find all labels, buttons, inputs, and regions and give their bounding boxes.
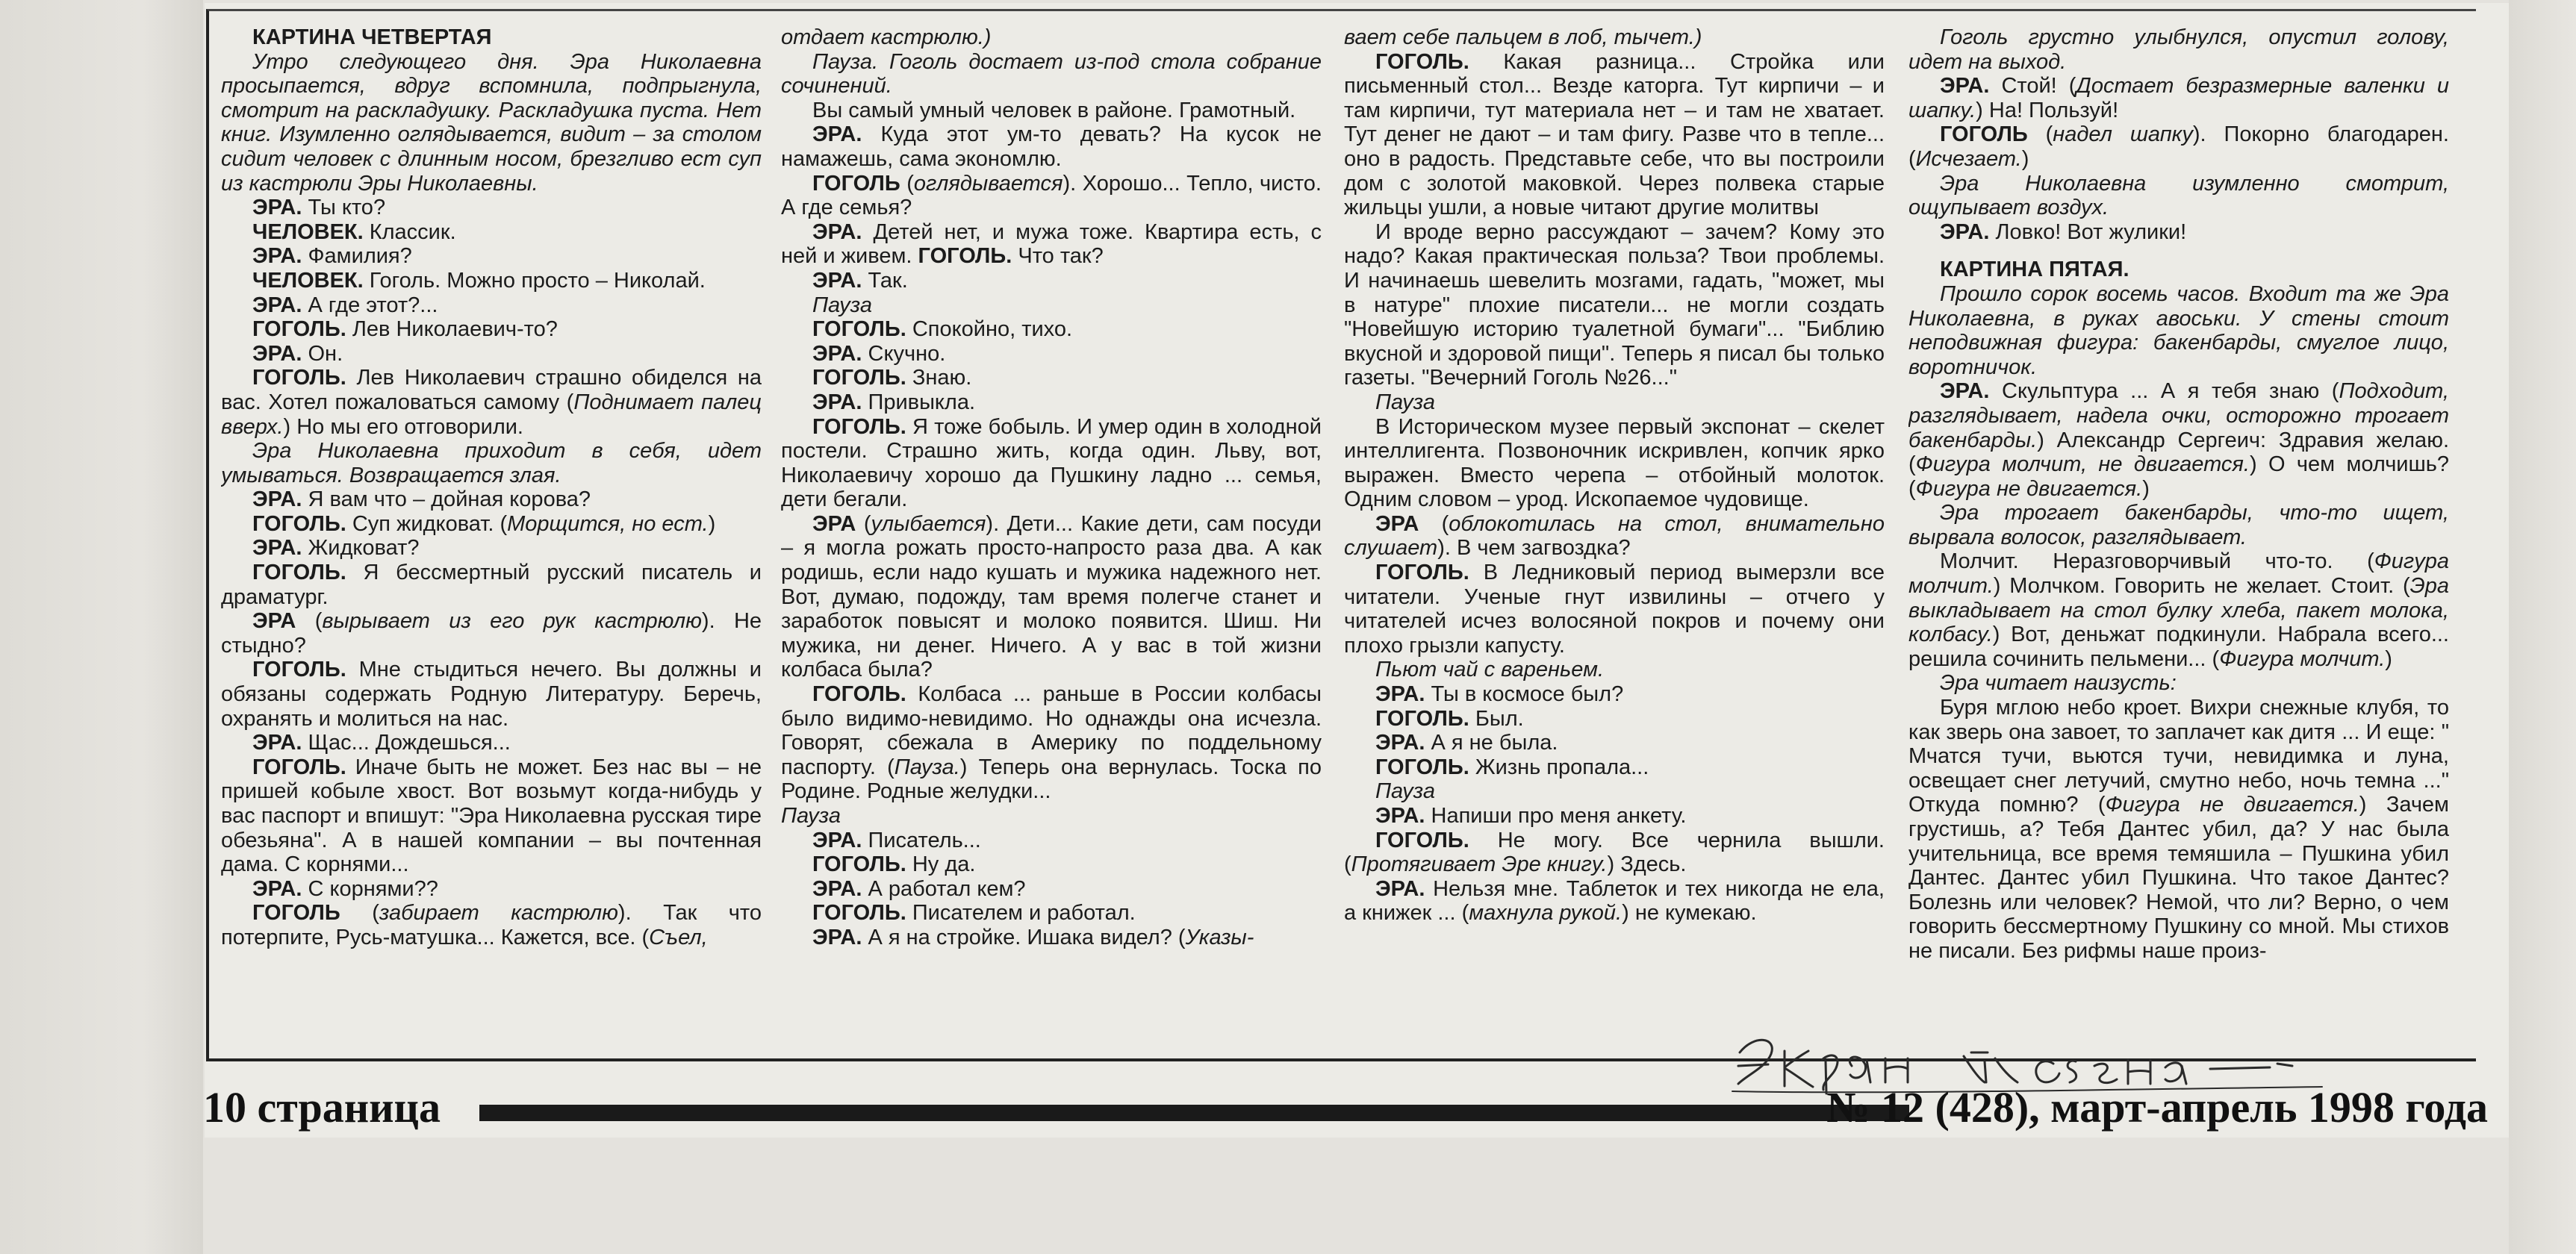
dialogue-line: ЭРА. Так. bbox=[812, 268, 908, 293]
speaker: ЭРА. bbox=[812, 341, 862, 366]
dialogue-line: ЭРА. Жидковат? bbox=[252, 536, 420, 561]
dialogue-line: ЭРА. Я вам что – дойная корова? bbox=[252, 487, 591, 512]
stage-direction: Пауза bbox=[1375, 779, 1435, 804]
dialogue-line: ГОГОЛЬ. Иначе быть не может. Без нас вы – не пришей кобыле хвост. Вот возьмут когда-нибудь у вас паспорт и впишут: "Эра Николаевна русская тире обезьяна". А в нашей компании – вы почтенная дама. С корнями... bbox=[221, 755, 762, 877]
speaker: ГОГОЛЬ. bbox=[252, 366, 346, 390]
speaker: ГОГОЛЬ. bbox=[812, 366, 906, 390]
dialogue-line: В Историческом музее первый экспонат – скелет интеллигента. Позвоночник искривлен, копчик ярко выражен. Вместо черепа – отбойный молоток. Одним словом – урод. Ископаемое чудовище. bbox=[1344, 414, 1885, 512]
dialogue-line: ГОГОЛЬ. Ну да. bbox=[812, 852, 976, 877]
speaker: ЭРА. bbox=[812, 122, 862, 147]
text-column-3 bbox=[1344, 25, 1885, 1055]
stage-direction: Пауза bbox=[781, 804, 841, 828]
dialogue-line: И вроде верно рассуждают – зачем? Кому это надо? Какая практическая польза? Твои проблемы. И начинаешь шевелить мозгами, гадать, "может, мы в натуре" плохие писатели... не могли создать "Новейшую историю туалетной бумаги"... "Библию вкусной и здоровой пищи". Теперь я писал бы только газеты. "Вечерний Гоголь №26..." bbox=[1344, 219, 1885, 390]
speaker: ЭРА. bbox=[812, 828, 862, 852]
speaker: ГОГОЛЬ. bbox=[1375, 755, 1469, 779]
stage-direction: отдает кастрюлю.) bbox=[781, 25, 992, 49]
dialogue-line: ГОГОЛЬ. Был. bbox=[1375, 706, 1524, 731]
dialogue-line: ЭРА (облокотилась на стол, внимательно слушает). В чем загвоздка? bbox=[1344, 511, 1885, 561]
speaker: ЭРА. bbox=[252, 731, 302, 755]
stage-direction: Эра Николаевна изумленно смотрит, ощупывает воздух. bbox=[1908, 171, 2449, 220]
speaker: ЭРА. bbox=[1375, 682, 1425, 707]
dialogue-line: ЭРА. Нельзя мне. Таблеток и тех никогда не ела, а книжек ... (махнула рукой.) не кумекаю. bbox=[1344, 876, 1885, 926]
speaker: ЭРА bbox=[1375, 511, 1419, 536]
dialogue-line: ЭРА. Привыкла. bbox=[812, 390, 976, 414]
dialogue-line: ЭРА. Писатель... bbox=[812, 828, 981, 852]
footer-rule bbox=[479, 1105, 1909, 1121]
dialogue-line: ГОГОЛЬ (забирает кастрюлю). Так что потерпите, Русь-матушка... Кажется, все. (Съел, bbox=[221, 901, 762, 949]
text-column-4 bbox=[1908, 25, 2449, 1055]
issue-info: № 12 (428), март-апрель 1998 года bbox=[1826, 1083, 2488, 1132]
speaker: ЭРА. bbox=[252, 293, 302, 317]
speaker: ЧЕЛОВЕК. bbox=[252, 268, 364, 293]
speaker: ЭРА. bbox=[812, 876, 862, 901]
speaker: ЭРА. bbox=[812, 925, 862, 949]
speaker: ГОГОЛЬ. bbox=[812, 317, 906, 342]
speaker: ГОГОЛЬ bbox=[812, 171, 900, 196]
dialogue-line: ГОГОЛЬ (оглядывается). Хорошо... Тепло, чисто. А где семья? bbox=[781, 171, 1322, 220]
dialogue-line: ГОГОЛЬ. Лев Николаевич страшно обиделся на вас. Хотел пожаловаться самому (Поднимает палец вверх.) Но мы его отговорили. bbox=[221, 366, 762, 439]
dialogue-line: ГОГОЛЬ. Жизнь пропала... bbox=[1375, 755, 1649, 779]
dialogue-line: ГОГОЛЬ. Колбаса ... раньше в России колбасы было видимо-невидимо. Но однажды она исчезла. Говорят, сбежала в Америку по поддельному паспорту. (Пауза.) Теперь она вернулась. Тоска по Родине. Родные желудки... bbox=[781, 682, 1322, 804]
dialogue-line: ЭРА. Ты кто? bbox=[252, 196, 386, 220]
speaker: ЭРА. bbox=[252, 196, 302, 220]
dialogue-line: ЭРА (улыбается). Дети... Какие дети, сам посуди – я могла рожать просто-напросто раза два. А как родишь, если надо кушать и мужика надежного нет. Вот, думаю, подожду, там время полегче станет и заработок повысят и молоко появится. Шиш. Ни мужика, ни денег. Ничего. А у вас в той жизни колбаса была? bbox=[781, 511, 1322, 682]
dialogue-line: ЭРА. А я не была. bbox=[1375, 731, 1558, 755]
dialogue-line: ГОГОЛЬ. Спокойно, тихо. bbox=[812, 317, 1073, 342]
dialogue-line: ГОГОЛЬ. Лев Николаевич-то? bbox=[252, 317, 558, 342]
speaker: ГОГОЛЬ bbox=[252, 901, 340, 926]
speaker: ЭРА. bbox=[812, 390, 862, 414]
stage-direction: Эра трогает бакенбарды, что-то ищет, вырвала волосок, разглядывает. bbox=[1908, 501, 2449, 549]
dialogue-line: ГОГОЛЬ. Знаю. bbox=[812, 366, 972, 390]
dialogue-line: ЭРА. Он. bbox=[252, 341, 343, 366]
speaker: ГОГОЛЬ. bbox=[812, 901, 906, 926]
dialogue-line: ГОГОЛЬ. Не могу. Все чернила вышли. (Протягивает Эре книгу.) Здесь. bbox=[1344, 828, 1885, 877]
dialogue-line: ЧЕЛОВЕК. Классик. bbox=[252, 219, 456, 244]
dialogue-line: ЭРА. А работал кем? bbox=[812, 876, 1026, 901]
dialogue-line: Молчит. Неразговорчивый что-то. (Фигура молчит.) Молчком. Говорить не желает. Стоит. (Эра выкладывает на стол булку хлеба, пакет молока, колбасу.) Вот, деньжат подкинули. Набрала всего... решила сочинить пельмени... (Фигура молчит.) bbox=[1908, 549, 2449, 671]
dialogue-line: ЭРА (вырывает из его рук кастрюлю). Не стыдно? bbox=[221, 609, 762, 658]
dialogue-line: ЭРА. Напиши про меня анкету. bbox=[1375, 804, 1687, 828]
speaker: ГОГОЛЬ. bbox=[812, 682, 906, 707]
scan-margin-left bbox=[0, 0, 203, 1254]
dialogue-line: ЭРА. Скульптура ... А я тебя знаю (Подходит, разглядывает, надела очки, осторожно трогает бакенбарды.) Александр Сергеич: Здравия желаю. (Фигура молчит, не двигается.) О чем молчишь? (Фигура не двигается.) bbox=[1908, 379, 2449, 501]
dialogue-line: ГОГОЛЬ. Мне стыдиться нечего. Вы должны и обязаны содержать Родную Литературу. Беречь, охранять и молиться на нас. bbox=[221, 658, 762, 731]
speaker: ГОГОЛЬ. bbox=[1375, 828, 1469, 852]
stage-direction: вает себе пальцем в лоб, тычет.) bbox=[1344, 25, 1702, 49]
scene-heading: КАРТИНА ПЯТАЯ. bbox=[1940, 258, 2129, 282]
dialogue-line: ГОГОЛЬ. Я тоже бобыль. И умер один в холодной постели. Страшно жить, когда один. Льву, вот, Николаевичу хорошо да Пушкину ладно ... семья, дети бегали. bbox=[781, 414, 1322, 512]
dialogue-line: Вы самый умный человек в районе. Грамотный. bbox=[812, 98, 1296, 122]
dialogue-line: ЭРА. Щас... Дождешься... bbox=[252, 731, 511, 755]
stage-direction: Пьют чай с вареньем. bbox=[1375, 658, 1605, 682]
speaker: ЭРА. bbox=[252, 487, 302, 512]
speaker: ЭРА. bbox=[1375, 804, 1425, 828]
dialogue-line: ГОГОЛЬ. Суп жидковат. (Морщится, но ест.) bbox=[252, 511, 716, 536]
dialogue-line: ЭРА. Ты в космосе был? bbox=[1375, 682, 1624, 707]
speaker: ЭРА. bbox=[252, 341, 302, 366]
speaker: ГОГОЛЬ. bbox=[252, 561, 346, 585]
stage-direction: Пауза. Гоголь достает из-под стола собрание сочинений. bbox=[781, 49, 1322, 99]
stage-direction: Эра читает наизусть: bbox=[1940, 671, 2177, 696]
scene-heading: КАРТИНА ЧЕТВЕРТАЯ bbox=[252, 25, 492, 49]
stage-direction: Пауза bbox=[812, 293, 872, 317]
stage-direction: Прошло сорок восемь часов. Входит та же Эра Николаевна, в руках авоськи. У стены стоит неподвижная фигура: бакенбарды, смуглое лицо, воротничок. bbox=[1908, 281, 2449, 379]
speaker: ГОГОЛЬ. bbox=[812, 414, 906, 439]
dialogue-line: ГОГОЛЬ. Я бессмертный русский писатель и драматург. bbox=[221, 561, 762, 609]
dialogue-line: ЭРА. Куда этот ум-то девать? На кусок не намажешь, сама экономлю. bbox=[781, 122, 1322, 171]
dialogue-line: ЭРА. Скучно. bbox=[812, 341, 946, 366]
speaker: ЭРА. bbox=[1375, 731, 1425, 755]
speaker: ЭРА. bbox=[252, 536, 302, 561]
text-column-2 bbox=[781, 25, 1322, 1055]
speaker: ЭРА. bbox=[812, 219, 862, 244]
dialogue-line: ЭРА. А я на стройке. Ишака видел? (Указы- bbox=[812, 925, 1254, 949]
speaker: ЭРА. bbox=[1940, 379, 1990, 404]
speaker: ГОГОЛЬ. bbox=[812, 852, 906, 877]
stage-direction: Пауза bbox=[1375, 390, 1435, 414]
text-column-1 bbox=[221, 25, 762, 1055]
page-number: 10 страница bbox=[203, 1083, 441, 1132]
speaker: ЭРА. bbox=[1375, 876, 1425, 901]
dialogue-line: ГОГОЛЬ. Какая разница... Стройка или письменный стол... Везде каторга. Тут кирпичи – и там кирпичи, тут материала нет – и там не хватает. Тут денег не дают – и там фигу. Разве что в тепле... оно в радость. Представьте себе, что вы построили дом с золотой маковкой. Через полвека старые жильцы ушли, а новые читают другие молитвы bbox=[1344, 49, 1885, 220]
stage-direction: Эра Николаевна приходит в себя, идет умываться. Возвращается злая. bbox=[221, 439, 762, 487]
stage-direction: Гоголь грустно улыбнулся, опустил голову, идет на выход. bbox=[1908, 25, 2449, 74]
dialogue-line: ЭРА. А где этот?... bbox=[252, 293, 438, 317]
dialogue-line: ГОГОЛЬ. Писателем и работал. bbox=[812, 901, 1136, 926]
speaker: ГОГОЛЬ. bbox=[1375, 49, 1469, 74]
speaker: ГОГОЛЬ. bbox=[252, 317, 346, 342]
speaker: ЭРА. bbox=[1940, 219, 1990, 244]
dialogue-line: ЧЕЛОВЕК. Гоголь. Можно просто – Николай. bbox=[252, 268, 706, 293]
stage-direction: Утро следующего дня. Эра Николаевна просыпается, вдруг вспомнила, подпрыгнула, смотрит на раскладушку. Раскладушка пуста. Нет книг. Изумленно оглядывается, видит – за столом сидит человек с длинным носом, брезгливо ест суп из кастрюли Эры Николаевны. bbox=[221, 49, 762, 196]
speaker: ЭРА. bbox=[1940, 74, 1990, 99]
dialogue-line: ГОГОЛЬ (надел шапку). Покорно благодарен. (Исчезает.) bbox=[1908, 122, 2449, 171]
dialogue-line: ЭРА. С корнями?? bbox=[252, 876, 438, 901]
dialogue-line: Буря мглою небо кроет. Вихри снежные клубя, то как зверь она завоет, то заплачет как дитя ... И еще: " Мчатся тучи, вьются тучи, невидимка и луна, освещает снег летучий, смутно небо, ночь темна ..." Откуда помню? (Фигура не двигается.) Зачем грустишь, а? Тебя Дантес убил, да? У нас была учительница, все время темяшила – Пушкина убил Дантес. Дантес убил Пушкина. Что такое Дантес? Болезнь или человек? Немой, что ли? Верно, о чем говорить бессмертному Пушкину со мной. Мы стихов не писали. Без рифмы наше произ- bbox=[1908, 696, 2449, 963]
speaker: ГОГОЛЬ. bbox=[252, 755, 346, 779]
speaker: ГОГОЛЬ. bbox=[1375, 706, 1469, 731]
dialogue-line: ЭРА. Детей нет, и мужа тоже. Квартира есть, с ней и живем. ГОГОЛЬ. Что так? bbox=[781, 219, 1322, 269]
speaker: ГОГОЛЬ. bbox=[252, 658, 346, 682]
speaker: ЭРА. bbox=[252, 244, 302, 269]
speaker: ГОГОЛЬ. bbox=[252, 511, 346, 536]
speaker: ЭРА bbox=[252, 609, 296, 634]
scan-margin-right bbox=[2509, 0, 2576, 1254]
dialogue-line: ЭРА. Стой! (Достает безразмерные валенки и шапку.) На! Пользуй! bbox=[1908, 74, 2449, 122]
dialogue-line: ЭРА. Фамилия? bbox=[252, 244, 412, 269]
speaker: ЭРА. bbox=[812, 268, 862, 293]
page-footer bbox=[203, 1082, 2488, 1135]
speaker: ГОГОЛЬ. bbox=[1375, 561, 1469, 585]
speaker: ЧЕЛОВЕК. bbox=[252, 219, 364, 244]
speaker: ЭРА bbox=[812, 511, 856, 536]
dialogue-line: ГОГОЛЬ. В Ледниковый период вымерзли все читатели. Ученые гнут извилины – отчего у читателей исчез волосяной покров и почему они плохо грызли капусту. bbox=[1344, 561, 1885, 658]
speaker: ГОГОЛЬ bbox=[1940, 122, 2028, 147]
speaker: ЭРА. bbox=[252, 876, 302, 901]
dialogue-line: ЭРА. Ловко! Вот жулики! bbox=[1940, 219, 2187, 244]
